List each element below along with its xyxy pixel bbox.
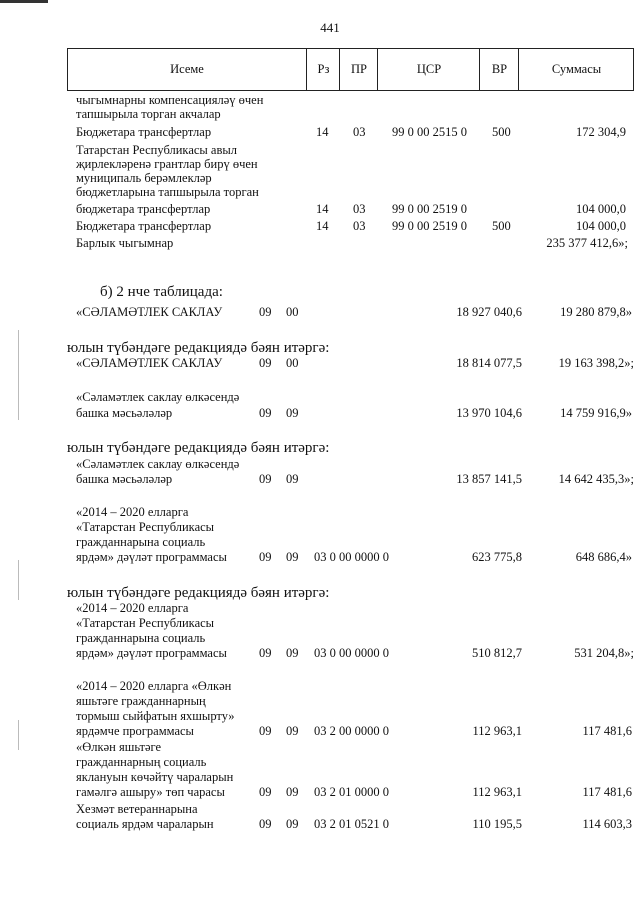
row-value-2: 19 163 398,2»; [558, 356, 634, 370]
row-rz: 09 [259, 305, 272, 319]
row-rz: 09 [259, 785, 272, 799]
row-text: Татарстан Республикасы авыл [76, 143, 238, 157]
row-text: гражданнарына социаль [76, 535, 206, 549]
row-text: башка мәсьәләләр [76, 406, 173, 420]
row-pr: 09 [286, 785, 299, 799]
row-text: чыгымнарны компенсацияләү өчен [76, 93, 264, 107]
row-value-2: 114 603,3 [582, 817, 632, 831]
row-text: ярдәм» дәүләт программасы [76, 646, 227, 660]
row-text: «2014 – 2020 елларга [76, 601, 189, 615]
row-pr: 09 [286, 472, 299, 486]
row-value-2: 19 280 879,8» [560, 305, 632, 319]
row-value-2: 14 642 435,3»; [558, 472, 634, 486]
row-text: җирлекләренә грантлар бирү өчен [76, 157, 258, 171]
replace-instruction: юлын түбәндәге редакциядә бәян итәргә: [67, 340, 330, 356]
total-sum: 235 377 412,6»; [546, 236, 628, 250]
row-pr: 09 [286, 817, 299, 831]
row-value-2: 117 481,6 [582, 785, 632, 799]
row-text: гражданнарның социаль [76, 755, 207, 769]
section-heading: б) 2 нче таблицада: [100, 284, 223, 300]
row-text: бюджетара трансфертлар [76, 202, 211, 216]
row-value-1: 112 963,1 [472, 724, 522, 738]
row-name: Бюджетара трансфертлар [76, 219, 212, 233]
row-text: «Сәламәтлек саклау өлкәсендә [76, 457, 240, 471]
row-value-1: 13 970 104,6 [456, 406, 522, 420]
row-value-1: 18 927 040,6 [456, 305, 522, 319]
row-text: яшьтәге гражданнарның [76, 694, 206, 708]
row-pr: 09 [286, 646, 299, 660]
row-rz: 09 [259, 724, 272, 738]
row-pr: 03 [353, 125, 366, 139]
header-name: Исеме [170, 62, 204, 76]
row-text: «Татарстан Республикасы [76, 520, 215, 534]
row-value-2: 648 686,4» [575, 550, 632, 564]
row-value-1: 18 814 077,5 [456, 356, 522, 370]
replace-instruction: юлын түбәндәге редакциядә бәян итәргә: [67, 440, 330, 456]
row-csr: 03 2 01 0521 0 [314, 817, 389, 831]
row-text: «Өлкән яшьтәге [76, 740, 162, 754]
total-label: Барлык чыгымнар [76, 236, 174, 250]
row-rz: 09 [259, 356, 272, 370]
row-text: бюджетларына тапшырыла торган [76, 185, 259, 199]
row-csr: 03 2 01 0000 0 [314, 785, 389, 799]
row-pr: 00 [286, 305, 299, 319]
header-csr: ЦСР [377, 49, 480, 90]
row-text: «2014 – 2020 елларга «Өлкән [76, 679, 232, 693]
top-edge-line [0, 0, 48, 3]
row-text: яклануын көчәйтү чараларын [76, 770, 234, 784]
row-text: тапшырыла торган акчалар [76, 107, 221, 121]
row-value-1: 13 857 141,5 [456, 472, 522, 486]
row-sum: 104 000,0 [576, 219, 626, 233]
row-vr: 500 [492, 125, 511, 139]
row-rz: 14 [316, 125, 329, 139]
row-pr: 09 [286, 550, 299, 564]
header-sum: Суммасы [518, 49, 634, 90]
header-vr: ВР [479, 49, 519, 90]
row-rz: 09 [259, 646, 272, 660]
margin-mark [18, 560, 19, 600]
row-csr: 03 2 00 0000 0 [314, 724, 389, 738]
header-rz: Рз [306, 49, 340, 90]
row-text: гамәлгә ашыру» төп чарасы [76, 785, 225, 799]
row-text: социаль ярдәм чараларын [76, 817, 214, 831]
row-csr: 99 0 00 2519 0 [392, 202, 467, 216]
row-csr: 99 0 00 2515 0 [392, 125, 467, 139]
row-rz: 09 [259, 406, 272, 420]
row-text: ярдәмче программасы [76, 724, 194, 738]
header-pr: ПР [339, 49, 378, 90]
row-name: «СӘЛАМӘТЛЕК САКЛАУ [76, 356, 223, 370]
row-text: гражданнарына социаль [76, 631, 206, 645]
row-rz: 09 [259, 550, 272, 564]
row-text: «2014 – 2020 елларга [76, 505, 189, 519]
table-header [67, 48, 634, 91]
row-text: Хезмәт ветераннарына [76, 802, 198, 816]
row-name: Бюджетара трансфертлар [76, 125, 212, 139]
replace-instruction: юлын түбәндәге редакциядә бәян итәргә: [67, 585, 330, 601]
row-text: муниципаль берәмлекләр [76, 171, 212, 185]
row-text: «Сәламәтлек саклау өлкәсендә [76, 390, 240, 404]
row-vr: 500 [492, 219, 511, 233]
row-rz: 09 [259, 472, 272, 486]
row-value-2: 531 204,8»; [574, 646, 634, 660]
row-pr: 09 [286, 406, 299, 420]
row-pr: 03 [353, 202, 366, 216]
row-value-1: 510 812,7 [472, 646, 522, 660]
row-sum: 172 304,9 [576, 125, 626, 139]
row-rz: 09 [259, 817, 272, 831]
row-name: «СӘЛАМӘТЛЕК САКЛАУ [76, 305, 223, 319]
row-value-2: 14 759 916,9» [560, 406, 632, 420]
margin-mark [18, 330, 19, 420]
row-text: «Татарстан Республикасы [76, 616, 215, 630]
row-value-1: 110 195,5 [472, 817, 522, 831]
margin-mark [18, 720, 19, 750]
row-value-2: 117 481,6 [582, 724, 632, 738]
page-number: 441 [320, 20, 340, 35]
row-pr: 09 [286, 724, 299, 738]
row-pr: 00 [286, 356, 299, 370]
row-value-1: 623 775,8 [472, 550, 522, 564]
row-rz: 14 [316, 219, 329, 233]
row-text: ярдәм» дәүләт программасы [76, 550, 227, 564]
row-csr: 03 0 00 0000 0 [314, 646, 389, 660]
row-rz: 14 [316, 202, 329, 216]
row-sum: 104 000,0 [576, 202, 626, 216]
row-text: тормыш сыйфатын яхшырту» [76, 709, 235, 723]
row-pr: 03 [353, 219, 366, 233]
row-csr: 03 0 00 0000 0 [314, 550, 389, 564]
row-csr: 99 0 00 2519 0 [392, 219, 467, 233]
row-text: башка мәсьәләләр [76, 472, 173, 486]
row-value-1: 112 963,1 [472, 785, 522, 799]
